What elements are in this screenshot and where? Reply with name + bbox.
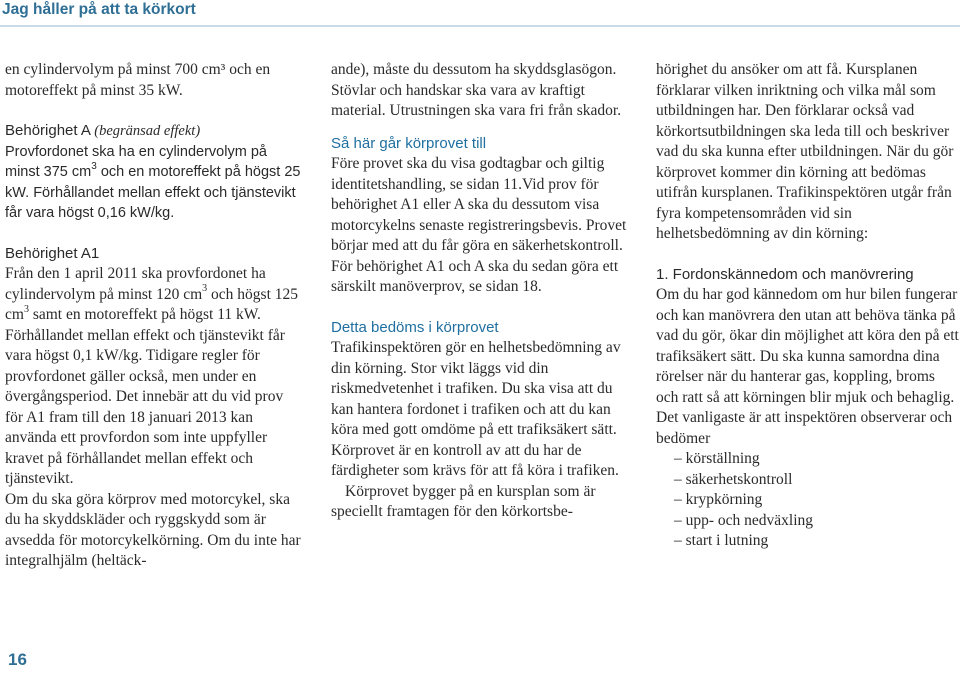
gear-continued-paragraph: ande), måste du dessutom ha skyddsglasögon. Stövlar och handskar ska vara av kraftigt material. Utrustningen ska vara fri från skador. — [331, 61, 622, 119]
intro-paragraph: en cylindervolym på minst 700 cm³ och en motoreffekt på minst 35 kW. — [5, 61, 271, 99]
column-left — [5, 60, 305, 572]
column-right — [656, 60, 960, 552]
list-item: – säkerhetskontroll — [674, 470, 793, 488]
protective-gear-paragraph: Om du ska göra körprov med motorcykel, ska du ha skyddskläder och ryggskydd som är avsedda för motorcykelkörning. Om du inte har integralhjälm (heltäck- — [5, 490, 301, 569]
observation-list — [656, 449, 960, 552]
behorighet-a1-paragraph: Från den 1 april 2011 ska provfordonet ha cylindervolym på minst 120 $cm^3$ och högst 125 $cm^3$ samt en motoreffekt på högst 11 kW. Förhållandet mellan effekt och tjänstevikt får vara högst 0,1 kW/kg. Tidigare regler för provfordonet gäller också, men under en övergångsperiod. Det innebär att du vid prov för A1 fram till den 18 januari 2013 kan använda ett provfordon som inte uppfyller kravet på förhållandet mellan effekt och tjänstevikt. — [5, 265, 299, 487]
page-number: 16 — [8, 650, 27, 669]
behorighet-a-text: Provfordonet ska ha en cylindervolym på minst 375 $cm^3$ och en motoreffekt på högst 25 kW. Förhållandet mellan effekt och tjänstevikt får vara högst 0,16 kW/kg. — [5, 143, 301, 221]
assessment-paragraph: Trafikinspektören gör en helhetsbedömning av din körning. Stor vikt läggs vid din riskmedvetenhet i trafiken. Du ska visa att du kan hantera fordonet i trafiken och att du kan köra med gott omdöme på ett trafiksäkert sätt. Körprovet är en kontroll av att du har de färdigheter som krävs för att få köra i trafiken. — [331, 339, 621, 479]
heading-note: (begränsad effekt) — [94, 123, 201, 139]
heading-fordonskannedom: 1. Fordonskännedom och manövrering — [656, 265, 914, 283]
heading-sa-har-gar-korprovet-till: Så här går körprovet till — [331, 134, 487, 152]
heading-detta-bedoms: Detta bedöms i körprovet — [331, 318, 499, 336]
list-item: – krypkörning — [674, 491, 763, 508]
test-procedure-paragraph: Före provet ska du visa godtagbar och giltig identitetshandling, se sidan 11.Vid prov för behörighet A1 eller A ska du dessutom visa motorcykelns senaste registreringsbevis. Provet börjar med att du får göra en säkerhetskontroll. För behörighet A1 och A ska du sedan göra ett särskilt manöverprov, se sidan 18. — [331, 155, 627, 295]
vehicle-knowledge-paragraph: Om du har god kännedom om hur bilen fungerar och kan manövrera den utan att behöva tänka på vad du gör, ökar din möjlighet att köra den på ett trafiksäkert sätt. Du ska kunna samordna dina rörelser när du hanterar gas, koppling, broms och ratt så att körningen blir mjuk och behaglig. Det vanligaste är att inspektören observerar och bedömer — [656, 286, 959, 447]
list-item: – upp- och nedväxling — [674, 511, 814, 529]
header-divider — [0, 25, 960, 27]
curriculum-paragraph: Körprovet bygger på en kursplan som är speciellt framtagen för den körkortsbe- — [331, 482, 596, 520]
heading-behorighet-a1: Behörighet A1 — [5, 244, 100, 262]
column-middle — [331, 60, 633, 523]
heading-behorighet-a: Behörighet A (begränsad effekt) — [5, 122, 201, 139]
list-item: – körställning — [674, 450, 760, 467]
running-header-title: Jag håller på att ta körkort — [2, 1, 196, 18]
page-header — [0, 0, 960, 26]
curriculum-continued-paragraph: hörighet du ansöker om att få. Kursplanen förklarar vilken inriktning och vilka mål som utbildningen har. Den förklarar också vad körkortsutbildningen ska leda till och beskriver vad du ska kunna efter utbildningen. När du gör körprovet kommer din körning att bedömas utifrån kursplanen. Trafikinspektören utgår från fyra kompetensområden vid sin helhetsbedömning av din körning: — [656, 61, 954, 242]
list-item: – start i lutning — [674, 532, 769, 549]
